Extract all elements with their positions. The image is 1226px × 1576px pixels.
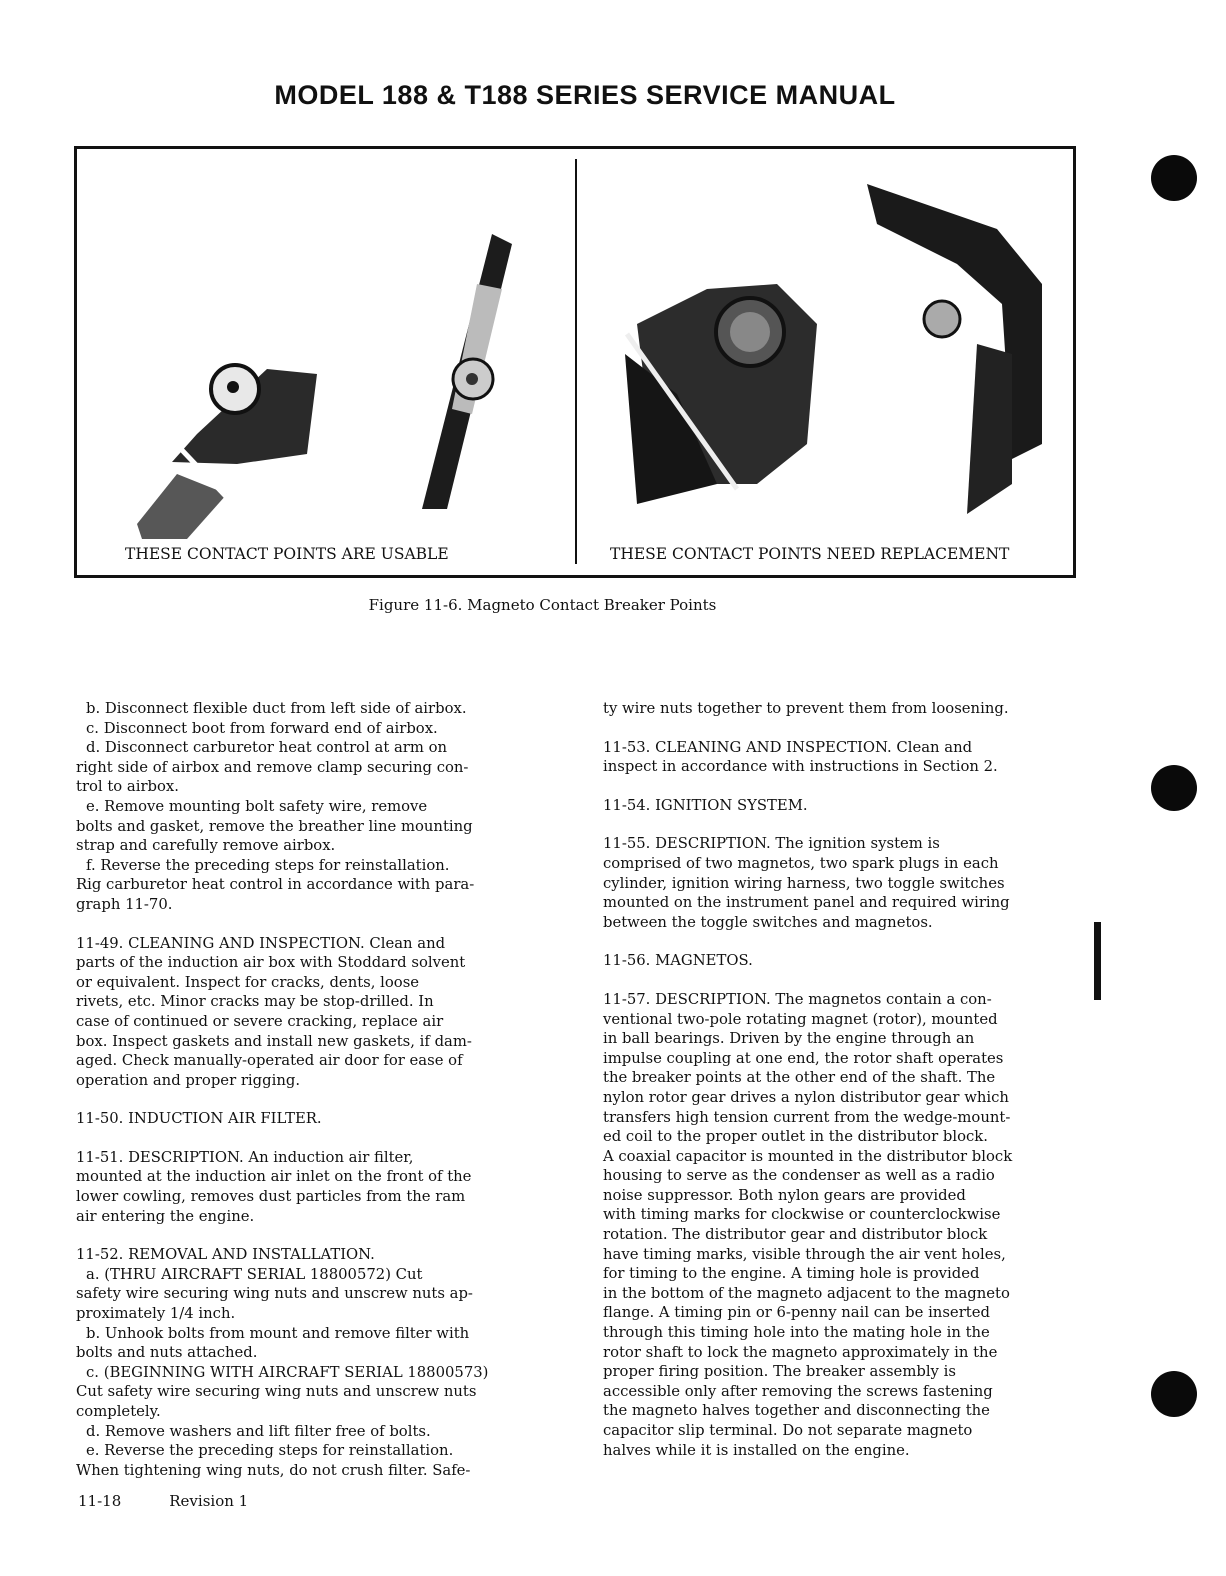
text-line: aged. Check manually-operated air door for ease of bbox=[76, 1052, 463, 1070]
text-line: When tightening wing nuts, do not crush filter. Safe- bbox=[76, 1461, 471, 1479]
text-line: halves while it is installed on the engine. bbox=[603, 1441, 910, 1459]
text-line: proximately 1/4 inch. bbox=[76, 1305, 236, 1323]
text-line: flange. A timing pin or 6-penny nail can be inserted bbox=[603, 1304, 990, 1322]
text-line: capacitor slip terminal. Do not separate magneto bbox=[603, 1422, 973, 1439]
text-line: air entering the engine. bbox=[76, 1207, 255, 1225]
text-line: c. (BEGINNING WITH AIRCRAFT SERIAL 18800573) bbox=[86, 1363, 489, 1381]
text-line: e. Reverse the preceding steps for reinstallation. bbox=[86, 1442, 454, 1460]
text-line: for timing to the engine. A timing hole is provided bbox=[603, 1265, 980, 1283]
text-line: d. Disconnect carburetor heat control at arm on bbox=[86, 739, 448, 757]
text-line: inspect in accordance with instructions in Section 2. bbox=[603, 758, 998, 776]
text-line: noise suppressor. Both nylon gears are provided bbox=[603, 1186, 966, 1204]
text-line: operation and proper rigging. bbox=[76, 1071, 301, 1089]
text-line: rotation. The distributor gear and distributor block bbox=[603, 1226, 988, 1244]
text-line: mounted on the instrument panel and required wiring bbox=[603, 894, 1010, 912]
usable-points-photo bbox=[117, 224, 537, 539]
text-line: mounted at the induction air inlet on the front of the bbox=[76, 1168, 472, 1186]
replacement-points-label: THESE CONTACT POINTS NEED REPLACEMENT bbox=[610, 545, 1010, 563]
revision-label: Revision 1 bbox=[169, 1492, 249, 1510]
text-line: safety wire securing wing nuts and unscrew nuts ap- bbox=[76, 1285, 473, 1303]
text-line: b. Unhook bolts from mount and remove filter with bbox=[86, 1324, 470, 1342]
text-line: nylon rotor gear drives a nylon distributor gear which bbox=[603, 1088, 1009, 1106]
text-line: case of continued or severe cracking, replace air bbox=[76, 1012, 444, 1030]
text-line: ed coil to the proper outlet in the distributor block. bbox=[603, 1128, 988, 1146]
text-line: 11-51. DESCRIPTION. An induction air filter, bbox=[76, 1148, 414, 1166]
binder-hole-icon bbox=[1151, 1371, 1197, 1417]
text-line: the magneto halves together and disconnecting the bbox=[603, 1402, 990, 1420]
text-line: 11-55. DESCRIPTION. The ignition system is bbox=[603, 835, 940, 853]
text-line: A coaxial capacitor is mounted in the distributor block bbox=[603, 1147, 1013, 1165]
text-line: lower cowling, removes dust particles from the ram bbox=[76, 1188, 466, 1206]
text-line: accessible only after removing the screws fastening bbox=[603, 1382, 993, 1400]
text-line: f. Reverse the preceding steps for reinstallation. bbox=[86, 856, 450, 874]
page-title: MODEL 188 & T188 SERIES SERVICE MANUAL bbox=[274, 80, 896, 110]
text-line: Cut safety wire securing wing nuts and unscrew nuts bbox=[76, 1383, 477, 1401]
text-line: d. Remove washers and lift filter free of bolts. bbox=[86, 1422, 431, 1440]
text-line: through this timing hole into the mating hole in the bbox=[603, 1324, 990, 1342]
text-line: rotor shaft to lock the magneto approximately in the bbox=[603, 1343, 998, 1361]
text-line: in the bottom of the magneto adjacent to the magneto bbox=[603, 1284, 1010, 1302]
text-line: right side of airbox and remove clamp securing con- bbox=[76, 758, 469, 776]
text-line: Rig carburetor heat control in accordance with para- bbox=[76, 876, 475, 894]
text-line: the breaker points at the other end of the shaft. The bbox=[603, 1069, 996, 1087]
text-line: 11-49. CLEANING AND INSPECTION. Clean and bbox=[76, 934, 446, 952]
page-footer bbox=[78, 1492, 248, 1510]
text-line: 11-57. DESCRIPTION. The magnetos contain a con- bbox=[603, 990, 992, 1008]
text-line: c. Disconnect boot from forward end of airbox. bbox=[86, 719, 438, 737]
text-line: e. Remove mounting bolt safety wire, remove bbox=[86, 797, 428, 815]
text-line: in ball bearings. Driven by the engine through an bbox=[603, 1030, 975, 1048]
text-line: graph 11-70. bbox=[76, 895, 173, 913]
text-line: 11-52. REMOVAL AND INSTALLATION. bbox=[76, 1246, 375, 1264]
text-line: bolts and nuts attached. bbox=[76, 1344, 258, 1362]
text-line: cylinder, ignition wiring harness, two toggle switches bbox=[603, 874, 1005, 892]
text-line: or equivalent. Inspect for cracks, dents, loose bbox=[76, 973, 420, 991]
text-line: trol to airbox. bbox=[76, 778, 179, 796]
text-line: bolts and gasket, remove the breather line mounting bbox=[76, 817, 473, 835]
figure-frame bbox=[74, 146, 1076, 578]
text-line: b. Disconnect flexible duct from left side of airbox. bbox=[86, 700, 467, 717]
text-line: ty wire nuts together to prevent them from loosening. bbox=[603, 700, 1009, 717]
section-heading: 11-54. IGNITION SYSTEM. bbox=[603, 796, 808, 814]
left-text-column bbox=[76, 680, 556, 1499]
text-line: strap and carefully remove airbox. bbox=[76, 837, 336, 855]
section-heading: 11-50. INDUCTION AIR FILTER. bbox=[76, 1110, 322, 1128]
figure-divider bbox=[575, 159, 577, 564]
binder-hole-icon bbox=[1151, 155, 1197, 201]
text-line: impulse coupling at one end, the rotor shaft operates bbox=[603, 1049, 1004, 1067]
text-line: between the toggle switches and magnetos. bbox=[603, 913, 933, 931]
section-heading: 11-56. MAGNETOS. bbox=[603, 952, 753, 970]
text-line: rivets, etc. Minor cracks may be stop-drilled. In bbox=[76, 993, 434, 1011]
figure-caption: Figure 11-6. Magneto Contact Breaker Points bbox=[368, 596, 717, 614]
usable-points-label: THESE CONTACT POINTS ARE USABLE bbox=[125, 545, 449, 563]
text-line: transfers high tension current from the wedge-mount- bbox=[603, 1108, 1011, 1126]
page-number: 11-18 bbox=[78, 1492, 122, 1510]
revision-change-bar bbox=[1094, 922, 1101, 1000]
text-line: a. (THRU AIRCRAFT SERIAL 18800572) Cut bbox=[86, 1265, 423, 1283]
worn-points-photo bbox=[617, 184, 1047, 534]
text-line: with timing marks for clockwise or counterclockwise bbox=[603, 1206, 1001, 1224]
text-line: proper firing position. The breaker assembly is bbox=[603, 1363, 956, 1381]
text-line: have timing marks, visible through the air vent holes, bbox=[603, 1245, 1006, 1263]
text-line: parts of the induction air box with Stoddard solvent bbox=[76, 954, 466, 972]
text-line: comprised of two magnetos, two spark plugs in each bbox=[603, 854, 999, 872]
binder-hole-icon bbox=[1151, 765, 1197, 811]
text-line: ventional two-pole rotating magnet (rotor), mounted bbox=[603, 1010, 998, 1028]
text-line: 11-53. CLEANING AND INSPECTION. Clean and bbox=[603, 738, 973, 756]
text-line: completely. bbox=[76, 1403, 161, 1420]
text-line: box. Inspect gaskets and install new gaskets, if dam- bbox=[76, 1032, 472, 1050]
right-text-column bbox=[603, 680, 1091, 1479]
text-line: housing to serve as the condenser as well as a radio bbox=[603, 1167, 995, 1185]
